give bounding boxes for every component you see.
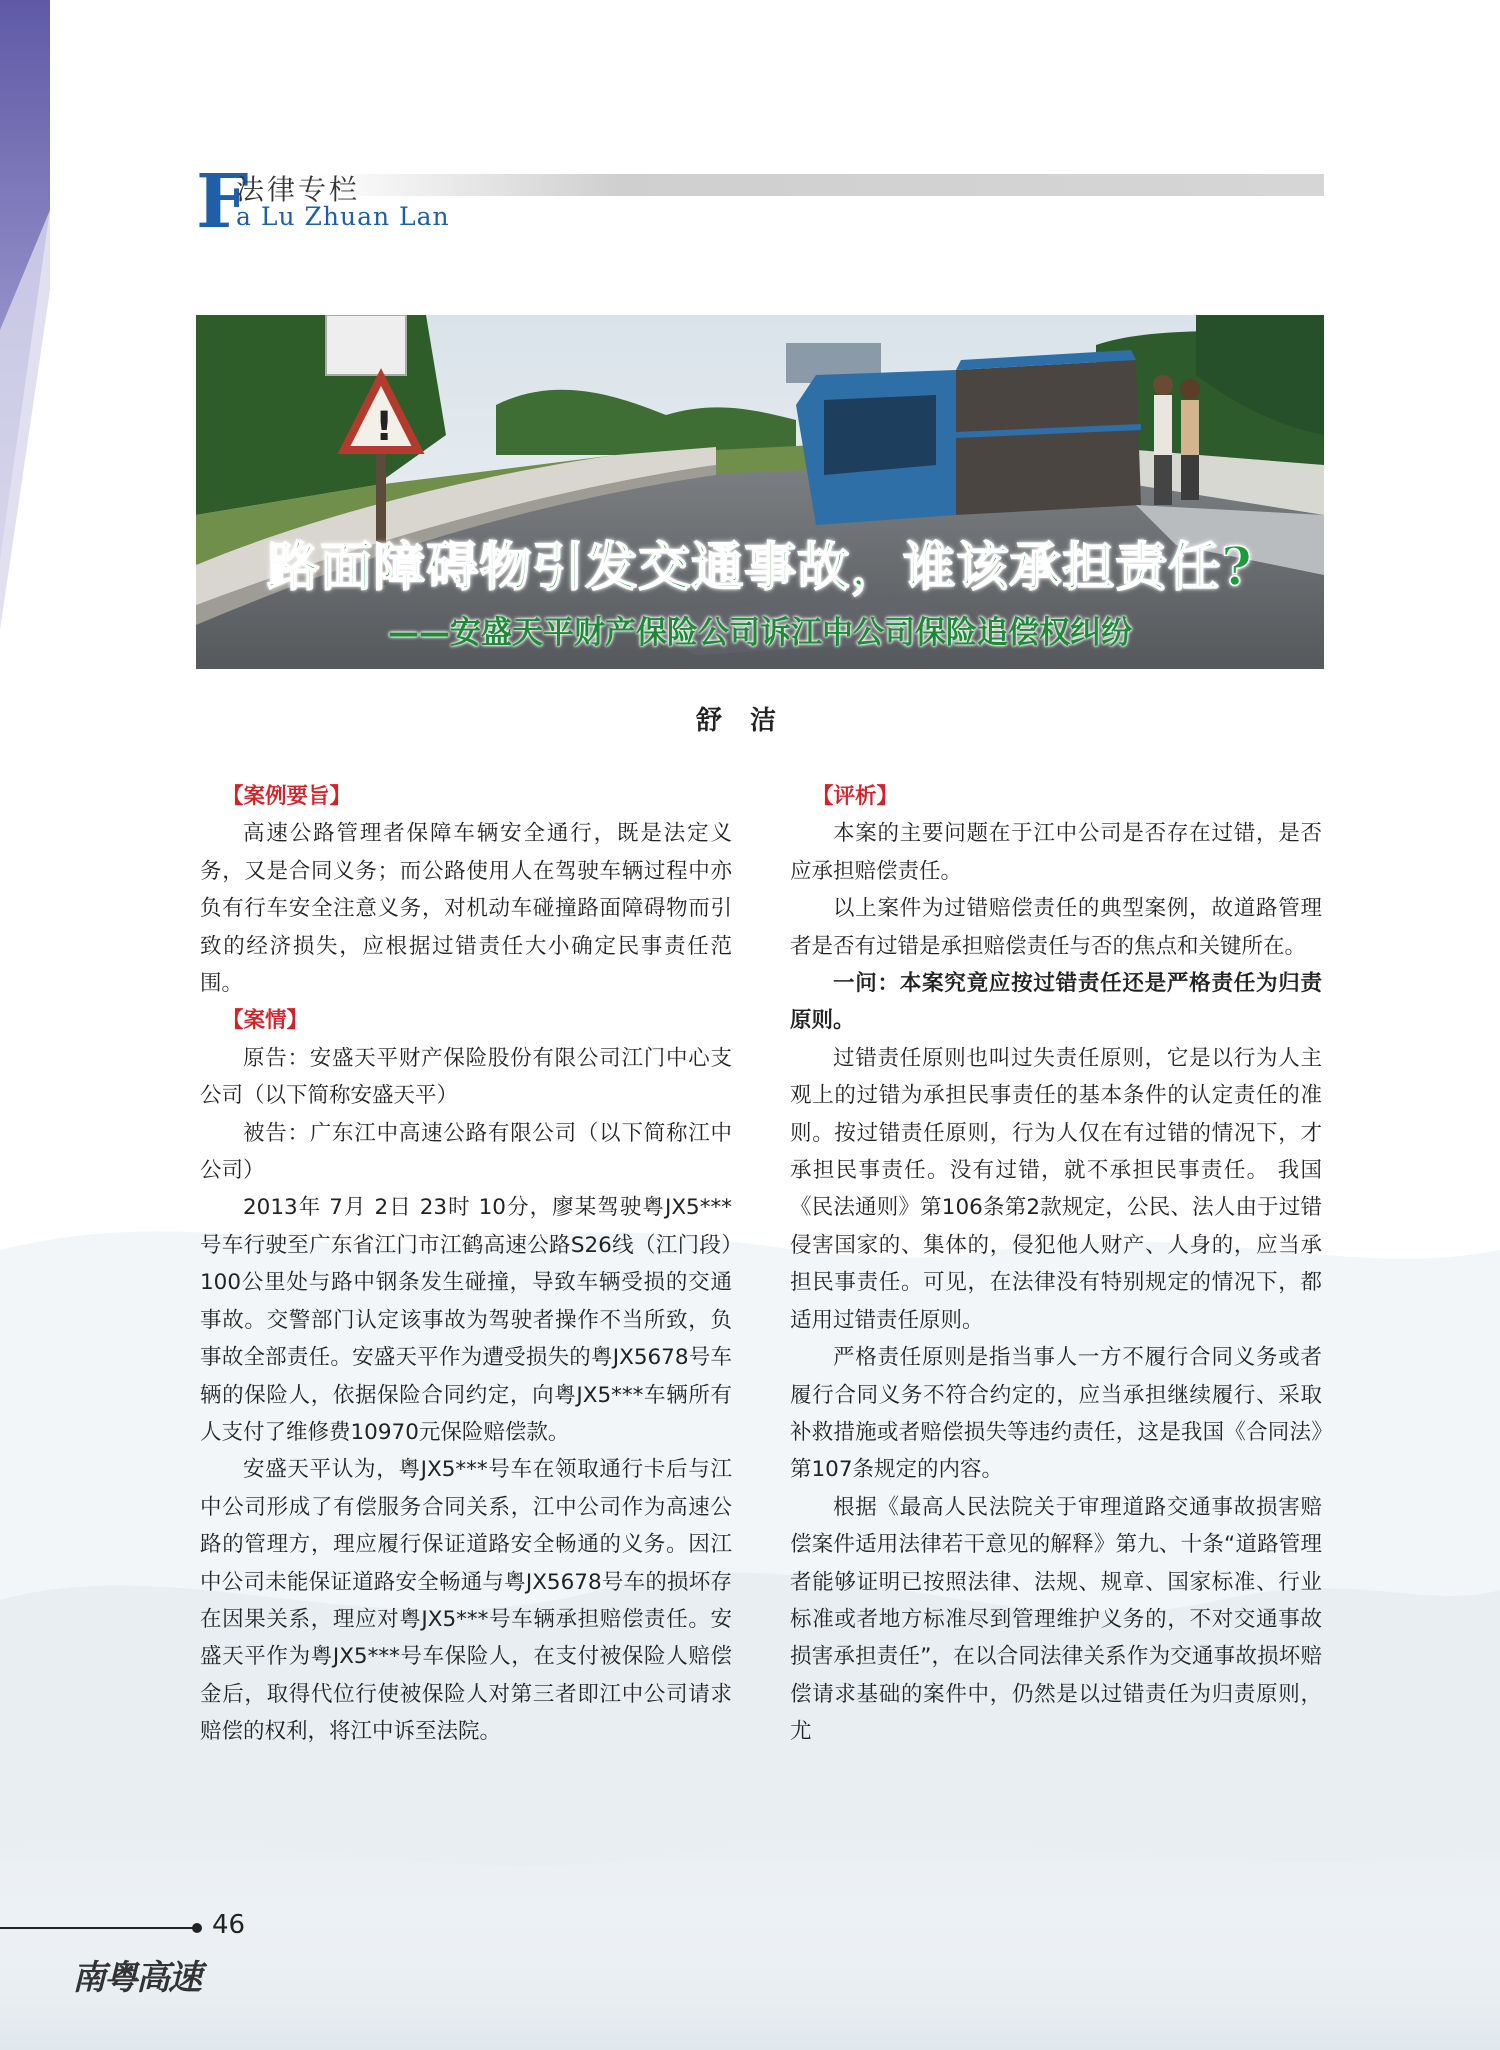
magazine-logo: 南粤高速 [72, 1958, 200, 1998]
paragraph: 过错责任原则也叫过失责任原则，它是以行为人主观上的过错为承担民事责任的基本条件的认定责任的准则。按过错责任原则，行为人仅在有过错的情况下，才承担民事责任。没有过错，就不承担民事责任。 我国《民法通则》第106条第2款规定，公民、法人由于过错侵害国家的、集体的，侵犯他人财产、人身的，应当承担民事责任。可见，在法律没有特别规定的情况下，都适用过错责任原则。 [790, 1045, 1322, 1333]
right-column [790, 778, 1322, 1751]
paragraph: 严格责任原则是指当事人一方不履行合同义务或者履行合同义务不符合约定的，应当承担继续履行、采取补救措施或者赔偿损失等违约责任，这是我国《合同法》第107条规定的内容。 [790, 1345, 1322, 1483]
paragraph: 被告：广东江中高速公路有限公司（以下简称江中公司） [200, 1120, 732, 1184]
banner-photo [196, 315, 1324, 669]
paragraph: 2013年 7月 2日 23时 10分，廖某驾驶粤JX5***号车行驶至广东省江门市江鹤高速公路S26线（江门段）100公里处与路中钢条发生碰撞，导致车辆受损的交通事故。交警部门认定该事故为驾驶者操作不当所致，负事故全部责任。安盛天平作为遭受损失的粤JX5678号车辆的保险人，依据保险合同约定，向粤JX5***车辆所有人支付了维修费10970元保险赔偿款。 [200, 1195, 732, 1445]
bold-paragraph: 一问：本案究竟应按过错责任还是严格责任为归责原则。 [790, 971, 1322, 1034]
section-header [196, 159, 1324, 245]
footer-dot-icon [192, 1923, 202, 1933]
warning-sign-icon: ! [375, 404, 394, 450]
paragraph: 高速公路管理者保障车辆安全通行，既是法定义务，又是合同义务；而公路使用人在驾驶车辆过程中亦负有行车安全注意义务，对机动车碰撞路面障碍物而引致的经济损失，应根据过错责任大小确定民事责任范围。 [200, 821, 732, 997]
paragraph: 本案的主要问题在于江中公司是否存在过错，是否应承担赔偿责任。 [790, 821, 1322, 884]
header-bar [316, 174, 1324, 196]
section-heading: 【案情】 [222, 1008, 309, 1034]
section-heading: 【评析】 [812, 784, 899, 809]
paragraph: 以上案件为过错赔偿责任的典型案例，故道路管理者是否有过错是承担赔偿责任与否的焦点和关键所在。 [790, 896, 1322, 959]
section-heading: 【案例要旨】 [222, 784, 352, 809]
left-column [200, 778, 732, 1751]
corner-decoration [0, 0, 60, 640]
article-subheadline: ——安盛天平财产保险公司诉江中公司保险追偿权纠纷 [388, 615, 1132, 651]
section-title: 法律专栏 [236, 173, 361, 206]
header-initial: F [196, 159, 249, 245]
article-author: 舒洁 [695, 706, 804, 736]
footer-rule [0, 1927, 196, 1929]
paragraph: 根据《最高人民法院关于审理道路交通事故损害赔偿案件适用法律若干意见的解释》第九、十条“道路管理者能够证明已按照法律、法规、规章、国家标准、行业标准或者地方标准尽到管理维护义务的，不对交通事故损害承担责任”，在以合同法律关系作为交通事故损坏赔偿请求基础的案件中，仍然是以过错责任为归责原则，尤 [790, 1494, 1322, 1745]
page-number: 46 [212, 1910, 246, 1940]
section-pinyin: a Lu Zhuan Lan [236, 202, 450, 231]
paragraph: 原告：安盛天平财产保险股份有限公司江门中心支公司（以下简称安盛天平） [200, 1045, 732, 1109]
paragraph: 安盛天平认为，粤JX5***号车在领取通行卡后与江中公司形成了有偿服务合同关系，江中公司作为高速公路的管理方，理应履行保证道路安全畅通的义务。因江中公司未能保证道路安全畅通与粤JX5678号车的损坏存在因果关系，理应对粤JX5***号车辆承担赔偿责任。安盛天平作为粤JX5***号车保险人，在支付被保险人赔偿金后，取得代位行使被保险人对第三者即江中公司请求赔偿的权利，将江中诉至法院。 [200, 1457, 732, 1745]
article-headline: 路面障碍物引发交通事故，谁该承担责任? [267, 537, 1253, 598]
